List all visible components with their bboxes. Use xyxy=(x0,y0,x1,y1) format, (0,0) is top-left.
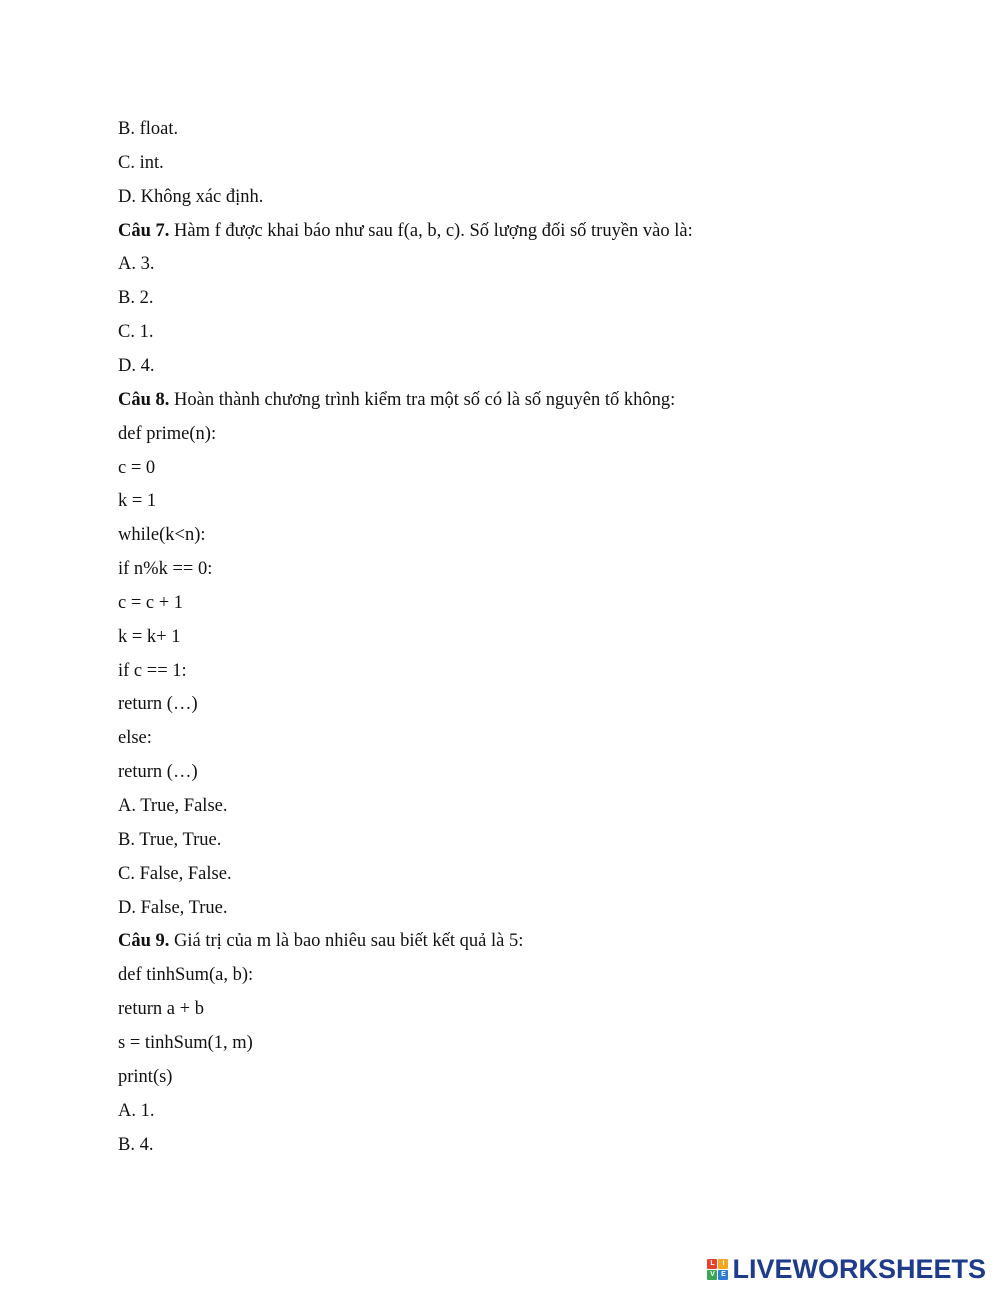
line-text: else: xyxy=(118,728,152,748)
text-line xyxy=(118,930,523,952)
line-text: C. int. xyxy=(118,153,164,173)
line-text: while(k<n): xyxy=(118,525,206,545)
text-line xyxy=(118,727,152,749)
line-text: Giá trị của m là bao nhiêu sau biết kết quả là 5: xyxy=(169,931,524,951)
text-line xyxy=(118,863,232,885)
liveworksheets-logo-text: LIVEWORKSHEETS xyxy=(732,1253,986,1284)
line-text: def tinhSum(a, b): xyxy=(118,965,254,985)
line-text: print(s) xyxy=(118,1067,173,1087)
line-text: Hoàn thành chương trình kiểm tra một số có là số nguyên tố không: xyxy=(169,390,676,410)
line-text: if n%k == 0: xyxy=(118,559,213,579)
text-line xyxy=(118,186,263,208)
text-line xyxy=(118,1066,172,1088)
line-text: c = c + 1 xyxy=(118,593,184,613)
text-line xyxy=(118,423,216,445)
line-text: B. float. xyxy=(118,119,179,139)
liveworksheets-logo[interactable] xyxy=(707,1254,986,1284)
text-line xyxy=(118,660,187,682)
text-line xyxy=(118,321,153,343)
line-text: C. False, False. xyxy=(118,864,232,884)
text-line xyxy=(118,524,206,546)
line-text: k = 1 xyxy=(118,491,157,511)
line-text: Hàm f được khai báo như sau f(a, b, c). Số lượng đối số truyền vào là: xyxy=(169,221,693,241)
question-number: Câu 8. xyxy=(118,390,170,410)
text-line xyxy=(118,761,198,783)
line-text: D. False, True. xyxy=(118,898,228,918)
text-line xyxy=(118,693,198,715)
text-line xyxy=(118,253,155,275)
line-text: C. 1. xyxy=(118,322,154,342)
text-line xyxy=(118,626,181,648)
line-text: D. 4. xyxy=(118,356,155,376)
text-line xyxy=(118,964,253,986)
text-line xyxy=(118,1100,155,1122)
liveworksheets-logo-icon xyxy=(707,1259,728,1280)
logo-mark-cell: E xyxy=(718,1270,728,1280)
line-text: A. 1. xyxy=(118,1101,155,1121)
logo-mark-cell: L xyxy=(707,1259,717,1269)
logo-mark-cell: I xyxy=(718,1259,728,1269)
line-text: D. Không xác định. xyxy=(118,187,264,207)
line-text: B. 4. xyxy=(118,1135,154,1155)
text-line xyxy=(118,287,153,309)
text-line xyxy=(118,592,183,614)
line-text: A. 3. xyxy=(118,254,155,274)
line-text: B. True, True. xyxy=(118,830,222,850)
line-text: def prime(n): xyxy=(118,424,217,444)
line-text: k = k+ 1 xyxy=(118,627,181,647)
line-text: return (…) xyxy=(118,694,198,714)
text-line xyxy=(118,998,204,1020)
line-text: if c == 1: xyxy=(118,661,187,681)
text-line xyxy=(118,897,227,919)
text-line xyxy=(118,152,164,174)
line-text: s = tinhSum(1, m) xyxy=(118,1033,253,1053)
line-text: A. True, False. xyxy=(118,796,228,816)
text-line xyxy=(118,457,155,479)
line-text: return (…) xyxy=(118,762,198,782)
text-line xyxy=(118,829,221,851)
text-line xyxy=(118,558,212,580)
question-number: Câu 7. xyxy=(118,221,170,241)
question-number: Câu 9. xyxy=(118,931,170,951)
text-line xyxy=(118,220,693,242)
text-line xyxy=(118,1032,253,1054)
text-line xyxy=(118,1134,153,1156)
line-text: B. 2. xyxy=(118,288,154,308)
text-line xyxy=(118,355,155,377)
text-line xyxy=(118,490,156,512)
line-text: c = 0 xyxy=(118,458,156,478)
text-line xyxy=(118,795,227,817)
text-line xyxy=(118,389,675,411)
line-text: return a + b xyxy=(118,999,204,1019)
text-line xyxy=(118,118,178,140)
logo-mark-cell: V xyxy=(707,1270,717,1280)
